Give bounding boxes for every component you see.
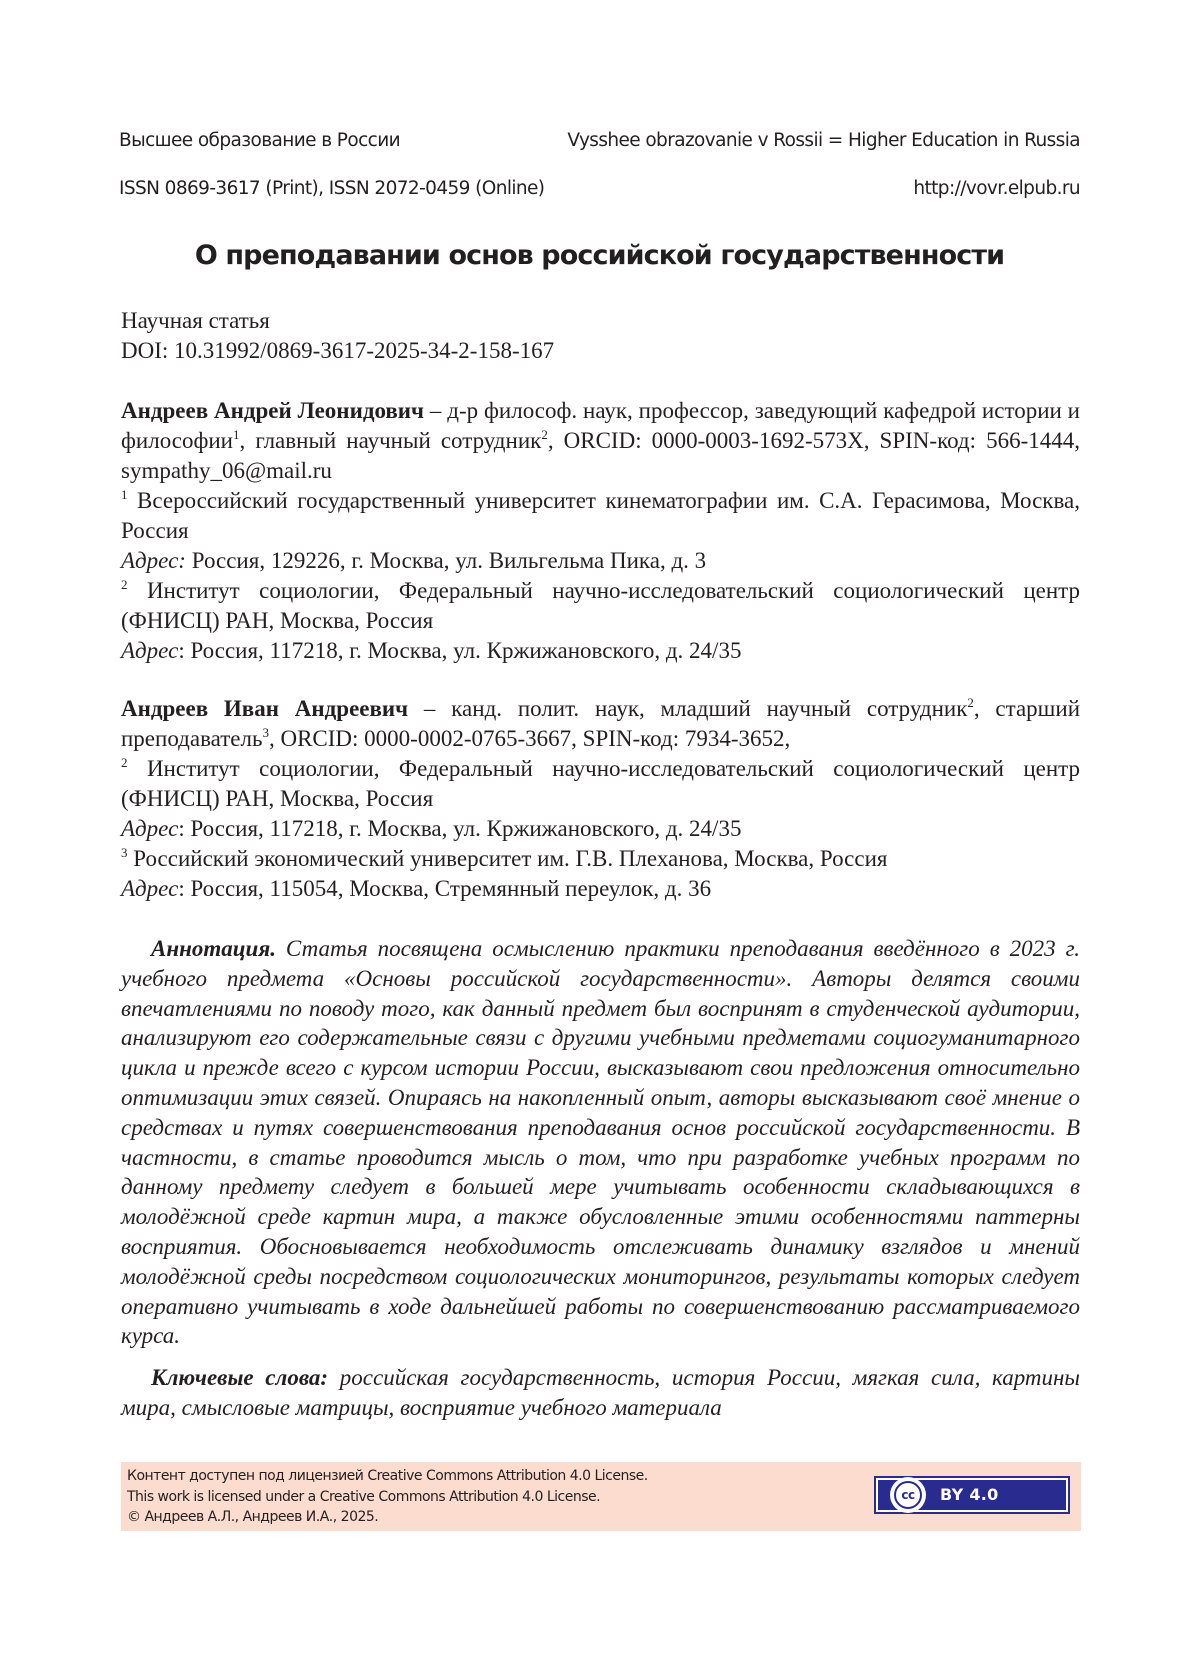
- license-line-en: This work is licensed under a Creative Commons Attribution 4.0 License.: [127, 1488, 601, 1505]
- address-2b: Адрес: Россия, 117218, г. Москва, ул. Кржижановского, д. 24/35: [121, 816, 742, 841]
- author-block-2: [121, 694, 1080, 904]
- journal-header: [119, 130, 1080, 151]
- affiliation-1: $^1$ Всероссийский государственный университет кинематографии им. С.А. Герасимова, Москва, Россия: [121, 487, 1080, 543]
- cc-icon: cc: [894, 1481, 922, 1509]
- article-type: Научная статья: [121, 308, 270, 333]
- journal-subheader: [119, 178, 1080, 199]
- cc-badge-fill: [878, 1480, 1066, 1510]
- issn: ISSN 0869-3617 (Print), ISSN 2072-0459 (Online): [119, 178, 545, 199]
- author-2-info: Андреев Иван Андреевич – канд. полит. наук, младший научный сотрудник$^2$, старший преподаватель$^3$, ORCID: 0000-0002-0765-3667, SPIN-код: 7934-3652,: [121, 695, 1081, 751]
- license-box: [121, 1462, 1081, 1531]
- abstract-text: Статья посвящена осмыслению практики преподавания введённого в 2023 г. учебного предмета «Основы российской государственности». Авторы делятся своими впечатлениями по поводу того, как данный предмет был воспринят в студенческой аудитории, анализируют его содержательные связи с другими учебными предметами социогуманитарного цикла и прежде всего с курсом истории России, высказывают свои предложения относительно оптимизации этих связей. Опираясь на накопленный опыт, авторы высказывают своё мнение о средствах и путях совершенствования преподавания основ российской государственности. В частности, в статье проводится мысль о том, что при разработке учебных программ по данному предмету следует в большей мере учитывать особенности складывающихся в молодёжной среде картин мира, а также обусловленные этими особенностями паттерны восприятия. Обосновывается необходимость отслеживать динамику взглядов и мнений молодёжной среды посредством социологических мониторингов, результаты которых следует оперативно учитывать в ходе дальнейшей работы по совершенствованию рассматриваемого курса.: [121, 936, 1080, 1349]
- journal-title-en: Vysshee obrazovanie v Rossii = Higher Education in Russia: [567, 130, 1080, 151]
- abstract-label: Аннотация.: [151, 936, 276, 961]
- abstract-section: [121, 934, 1080, 1423]
- author-1-info: Андреев Андрей Леонидович – д-р философ. наук, профессор, заведующий кафедрой истории и философии$^1$, главный научный сотрудник$^2$, ORCID: 0000-0003-1692-573X, SPIN-код: 566-1444, sympathy_06@mail.ru: [121, 398, 1080, 483]
- copyright: © Андреев А.Л., Андреев И.А., 2025.: [127, 1509, 379, 1525]
- license-text: [127, 1466, 648, 1528]
- address-1: Адрес: Россия, 129226, г. Москва, ул. Вильгельма Пика, д. 3: [121, 548, 707, 573]
- article-doi[interactable]: DOI: 10.31992/0869-3617-2025-34-2-158-167: [121, 338, 555, 363]
- author-2-name: Андреев Иван Андреевич: [121, 696, 409, 721]
- author-block-1: [121, 396, 1080, 666]
- keywords: [121, 1363, 1080, 1423]
- cc-by-label: BY 4.0: [940, 1485, 999, 1504]
- cc-by-badge[interactable]: [874, 1476, 1070, 1514]
- author-1-contacts: , ORCID: 0000-0003-1692-573X, SPIN-код: 566-1444, sympathy_06@mail.ru: [121, 428, 1080, 483]
- affiliation-3: $^3$ Российский экономический университет им. Г.В. Плеханова, Москва, Россия: [121, 845, 888, 871]
- keywords-label: Ключевые слова:: [151, 1365, 329, 1391]
- license-line-ru: Контент доступен под лицензией Creative Commons Attribution 4.0 License.: [127, 1468, 648, 1484]
- affiliation-2b: $^2$ Институт социологии, Федеральный научно-исследовательский социологический центр (ФНИСЦ) РАН, Москва, Россия: [121, 755, 1080, 811]
- keywords-text: российская государственность, история России, мягкая сила, картины мира, смысловые матрицы, восприятие учебного материала: [121, 1365, 1080, 1420]
- affiliation-2: $^2$ Институт социологии, Федеральный научно-исследовательский социологический центр (ФНИСЦ) РАН, Москва, Россия: [121, 577, 1080, 633]
- abstract: [121, 934, 1080, 1351]
- article-title: О преподавании основ российской государственности: [194, 240, 1005, 271]
- address-2: Адрес: Россия, 117218, г. Москва, ул. Кржижановского, д. 24/35: [121, 638, 742, 663]
- author-2-contacts: , ORCID: 0000-0002-0765-3667, SPIN-код: 7934-3652,: [268, 726, 791, 751]
- journal-title-ru: Высшее образование в России: [119, 130, 401, 151]
- journal-url[interactable]: http://vovr.elpub.ru: [913, 178, 1080, 199]
- address-3: Адрес: Россия, 115054, Москва, Стремянный переулок, д. 36: [121, 876, 712, 901]
- author-1-name: Андреев Андрей Леонидович: [121, 398, 425, 423]
